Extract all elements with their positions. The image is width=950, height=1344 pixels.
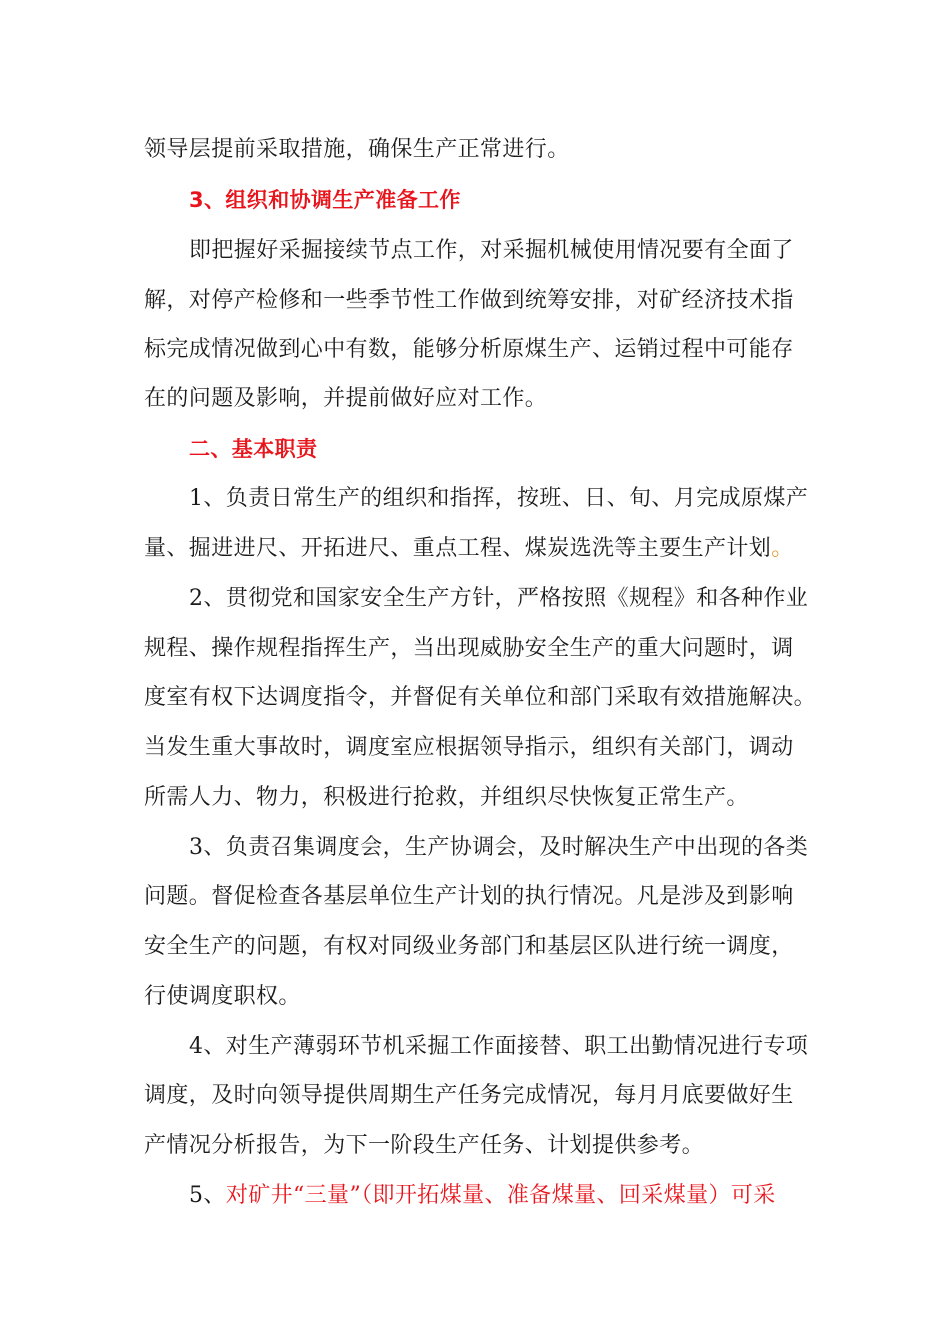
paragraph-line xyxy=(144,131,816,169)
line-text: 规程、操作规程指挥生产，当出现威胁安全生产的重大问题时，调 xyxy=(144,636,794,661)
heading-text: 3、组织和协调生产准备工作 xyxy=(189,188,461,212)
line-text: 问题。督促检查各基层单位生产计划的执行情况。凡是涉及到影响 xyxy=(144,884,794,909)
line-text: 行使调度职权。 xyxy=(144,984,301,1009)
paragraph-line xyxy=(144,282,816,320)
line-text: 产情况分析报告，为下一阶段生产任务、计划提供参考。 xyxy=(144,1133,705,1158)
line-text: 在的问题及影响，并提前做好应对工作。 xyxy=(144,386,548,411)
paragraph-line xyxy=(144,779,816,817)
heading-text: 二、基本职责 xyxy=(189,437,318,461)
line-text: 1、负责日常生产的组织和指挥，按班、日、旬、月完成原煤产 xyxy=(189,486,809,511)
line-text: 当发生重大事故时，调度室应根据领导指示，组织有关部门，调动 xyxy=(144,735,794,760)
line-text: 2、贯彻党和国家安全生产方针，严格按照《规程》和各种作业 xyxy=(189,586,809,611)
paragraph-line xyxy=(144,679,816,717)
line-text: 5、 xyxy=(189,1183,226,1208)
paragraph-line xyxy=(144,978,816,1016)
line-red-text: 对矿井“三量”（即开拓煤量、准备煤量、回采煤量）可采 xyxy=(225,1183,776,1208)
line-text: 所需人力、物力，积极进行抢救，并组织尽快恢复正常生产。 xyxy=(144,785,749,810)
paragraph-line xyxy=(144,729,816,767)
paragraph-line xyxy=(144,331,816,369)
line-text: 4、对生产薄弱环节机采掘工作面接替、职工出勤情况进行专项 xyxy=(189,1034,809,1059)
section-heading xyxy=(189,430,861,468)
paragraph-line xyxy=(144,1127,816,1165)
line-text: 安全生产的问题，有权对同级业务部门和基层区队进行统一调度， xyxy=(144,934,794,959)
paragraph-line xyxy=(189,1177,861,1215)
paragraph-line xyxy=(144,630,816,668)
paragraph-line xyxy=(189,580,861,618)
line-text: 度室有权下达调度指令，并督促有关单位和部门采取有效措施解决。 xyxy=(144,685,817,710)
line-text: 即把握好采掘接续节点工作，对采掘机械使用情况要有全面了 xyxy=(189,238,794,263)
paragraph-line xyxy=(189,480,861,518)
line-text: 标完成情况做到心中有数，能够分析原煤生产、运销过程中可能存 xyxy=(144,337,794,362)
paragraph-line xyxy=(189,829,861,867)
line-text: 领导层提前采取措施，确保生产正常进行。 xyxy=(144,137,570,162)
paragraph-line xyxy=(144,380,816,418)
line-text: 解，对停产检修和一些季节性工作做到统筹安排，对矿经济技术指 xyxy=(144,288,794,313)
section-heading xyxy=(189,181,861,219)
paragraph-line xyxy=(144,928,816,966)
line-text: 3、负责召集调度会，生产协调会，及时解决生产中出现的各类 xyxy=(189,835,809,860)
line-text: 量、掘进进尺、开拓进尺、重点工程、煤炭选洗等主要生产计划 xyxy=(144,536,772,561)
paragraph-line xyxy=(144,530,816,568)
line-text: 调度，及时向领导提供周期生产任务完成情况，每月月底要做好生 xyxy=(144,1083,794,1108)
paragraph-line xyxy=(144,1077,816,1115)
line-tail: 。 xyxy=(771,536,794,561)
paragraph-line xyxy=(189,232,861,270)
paragraph-line xyxy=(144,878,816,916)
paragraph-line xyxy=(189,1028,861,1066)
